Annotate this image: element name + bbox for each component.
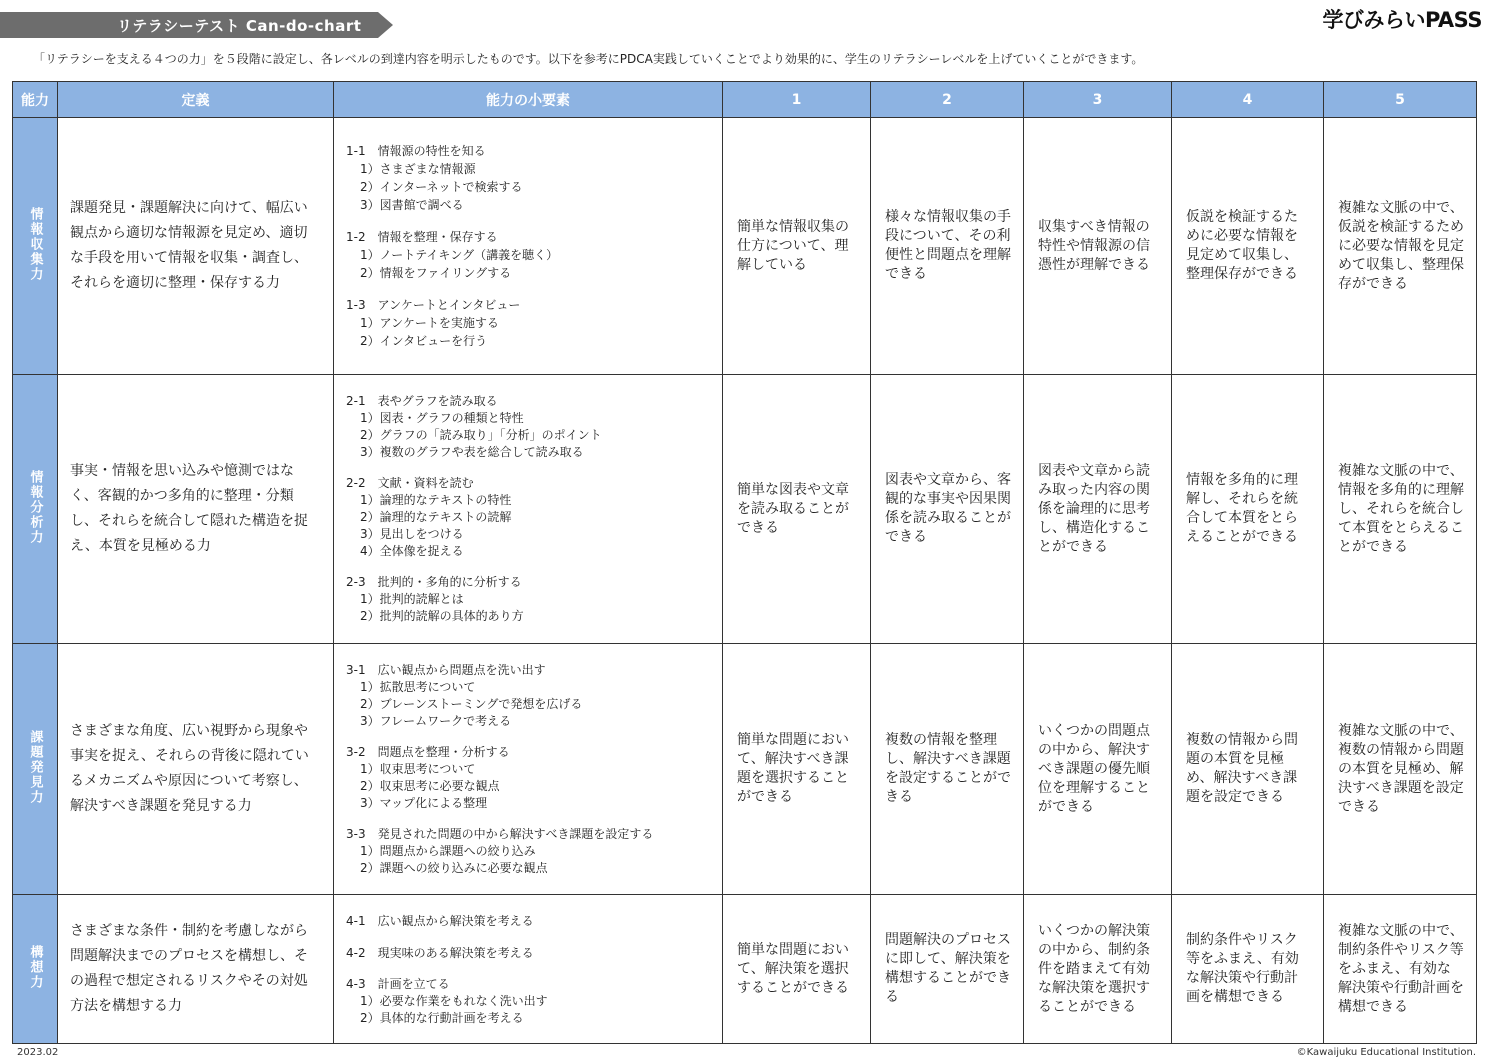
sub-item: 1）問題点から課題への絞り込み <box>360 843 536 858</box>
sub-group <box>346 744 714 812</box>
header-sub-elements: 能力の小要素 <box>334 82 723 118</box>
header-level-4: 4 <box>1172 82 1324 118</box>
table-row <box>13 118 1477 375</box>
table-row <box>13 375 1477 644</box>
level-4-cell: 情報を多角的に理解し、それらを統合して本質をとらえることができる <box>1172 375 1324 644</box>
sub-heading: 4-3 計画を立てる <box>346 976 450 991</box>
definition-cell: 事実・情報を思い込みや憶測ではなく、客観的かつ多角的に整理・分類し、それらを統合して隠れた構造を捉え、本質を見極める力 <box>58 375 334 644</box>
sub-group <box>346 944 714 962</box>
level-1-cell: 簡単な問題において、解決策を選択することができる <box>723 895 871 1044</box>
level-5-cell: 複雑な文脈の中で、制約条件やリスク等をふまえ、有効な解決策や行動計画を構想できる <box>1324 895 1477 1044</box>
sub-item: 2）具体的な行動計画を考える <box>360 1010 524 1025</box>
sub-group <box>346 912 714 930</box>
sub-group <box>346 662 714 730</box>
sub-heading: 2-2 文献・資料を読む <box>346 476 474 490</box>
sub-item: 1）収束思考について <box>360 761 476 776</box>
sub-item: 2）インタビューを行う <box>360 334 488 348</box>
page-title: リテラシーテスト Can-do-chart <box>117 17 362 35</box>
sub-item: 2）ブレーンストーミングで発想を広げる <box>360 696 583 711</box>
sub-heading: 4-1 広い観点から解決策を考える <box>346 913 534 928</box>
level-2-cell: 様々な情報収集の手段について、その利便性と問題点を理解できる <box>871 118 1024 375</box>
sub-item: 3）複数のグラフや表を総合して読み取る <box>360 445 584 459</box>
sub-group <box>346 142 714 214</box>
sub-group <box>346 393 714 461</box>
brand-logo: 学びみらいPASS <box>1322 8 1482 32</box>
level-4-cell: 複数の情報から問題の本質を見極め、解決すべき課題を設定できる <box>1172 644 1324 895</box>
sub-elements-cell <box>334 375 723 644</box>
sub-item: 2）課題への絞り込みに必要な観点 <box>360 860 548 875</box>
level-1-cell: 簡単な情報収集の仕方について、理解している <box>723 118 871 375</box>
sub-heading: 2-3 批判的・多角的に分析する <box>346 575 522 589</box>
definition-cell: さまざまな条件・制約を考慮しながら問題解決までのプロセスを構想し、その過程で想定されるリスクやその対処方法を構想する力 <box>58 895 334 1044</box>
sub-item: 2）情報をファイリングする <box>360 266 512 280</box>
sub-item: 1）アンケートを実施する <box>360 316 499 330</box>
sub-heading: 4-2 現実味のある解決策を考える <box>346 945 534 960</box>
ability-label: 情報収集力 <box>13 118 58 375</box>
sub-item: 3）図書館で調べる <box>360 198 464 212</box>
sub-elements-cell <box>334 895 723 1044</box>
header-definition: 定義 <box>58 82 334 118</box>
sub-item: 1）拡散思考について <box>360 679 476 694</box>
sub-item: 2）グラフの「読み取り」「分析」のポイント <box>360 428 602 442</box>
sub-item: 1）さまざまな情報源 <box>360 162 476 176</box>
sub-heading: 3-2 問題点を整理・分析する <box>346 744 510 759</box>
sub-item: 4）全体像を捉える <box>360 544 464 558</box>
level-5-cell: 複雑な文脈の中で、仮説を検証するために必要な情報を見定めて収集し、整理保存ができる <box>1324 118 1477 375</box>
sub-item: 2）批判的読解の具体的あり方 <box>360 609 524 623</box>
sub-item: 1）論理的なテキストの特性 <box>360 493 512 507</box>
header-ability: 能力 <box>13 82 58 118</box>
intro-text: 「リテラシーを支える４つの力」を５段階に設定し、各レベルの到達内容を明示したものです。以下を参考にPDCA実践していくことでより効果的に、学生のリテラシーレベルを上げていくことができます。 <box>33 52 1144 66</box>
sub-elements-cell <box>334 644 723 895</box>
sub-group <box>346 976 714 1027</box>
sub-item: 2）インターネットで検索する <box>360 180 523 194</box>
table-row <box>13 644 1477 895</box>
sub-heading: 1-1 情報源の特性を知る <box>346 144 486 158</box>
sub-item: 1）批判的読解とは <box>360 592 464 606</box>
header-level-2: 2 <box>871 82 1024 118</box>
level-2-cell: 図表や文章から、客観的な事実や因果関係を読み取ることができる <box>871 375 1024 644</box>
level-3-cell: 収集すべき情報の特性や情報源の信憑性が理解できる <box>1024 118 1172 375</box>
level-3-cell: 図表や文章から読み取った内容の関係を論理的に思考し、構造化することができる <box>1024 375 1172 644</box>
sub-item: 1）図表・グラフの種類と特性 <box>360 411 524 425</box>
sub-group <box>346 475 714 560</box>
sub-heading: 1-2 情報を整理・保存する <box>346 230 498 244</box>
level-5-cell: 複雑な文脈の中で、情報を多角的に理解し、それらを統合して本質をとらえることができる <box>1324 375 1477 644</box>
sub-heading: 3-3 発見された問題の中から解決すべき課題を設定する <box>346 826 654 841</box>
sub-item: 1）必要な作業をもれなく洗い出す <box>360 993 548 1008</box>
level-4-cell: 仮説を検証するために必要な情報を見定めて収集し、整理保存ができる <box>1172 118 1324 375</box>
level-3-cell: いくつかの解決策の中から、制約条件を踏まえて有効な解決策を選択することができる <box>1024 895 1172 1044</box>
level-1-cell: 簡単な問題において、解決すべき課題を選択することができる <box>723 644 871 895</box>
level-2-cell: 複数の情報を整理し、解決すべき課題を設定することができる <box>871 644 1024 895</box>
header-row <box>13 82 1477 118</box>
sub-heading: 1-3 アンケートとインタビュー <box>346 298 521 312</box>
ability-label: 課題発見力 <box>13 644 58 895</box>
sub-group <box>346 574 714 625</box>
sub-group <box>346 826 714 877</box>
sub-item: 3）フレームワークで考える <box>360 713 512 728</box>
ability-label: 情報分析力 <box>13 375 58 644</box>
sub-heading: 2-1 表やグラフを読み取る <box>346 394 498 408</box>
ability-label: 構想力 <box>13 895 58 1044</box>
sub-heading: 3-1 広い観点から問題点を洗い出す <box>346 662 546 677</box>
header-level-5: 5 <box>1324 82 1477 118</box>
level-5-cell: 複雑な文脈の中で、複数の情報から問題の本質を見極め、解決すべき課題を設定できる <box>1324 644 1477 895</box>
sub-group <box>346 296 714 350</box>
sub-item: 1）ノートテイキング（講義を聴く） <box>360 248 559 262</box>
level-4-cell: 制約条件やリスク等をふまえ、有効な解決策や行動計画を構想できる <box>1172 895 1324 1044</box>
header-level-1: 1 <box>723 82 871 118</box>
sub-item: 2）収束思考に必要な観点 <box>360 778 500 793</box>
sub-item: 3）見出しをつける <box>360 527 464 541</box>
footer-date: 2023.02 <box>17 1047 59 1058</box>
table-row <box>13 895 1477 1044</box>
can-do-chart-table <box>12 81 1477 1044</box>
level-1-cell: 簡単な図表や文章を読み取ることができる <box>723 375 871 644</box>
sub-item: 3）マップ化による整理 <box>360 795 488 810</box>
footer-copyright: ©Kawaijuku Educational Institution. <box>1296 1047 1476 1058</box>
sub-item: 2）論理的なテキストの読解 <box>360 510 512 524</box>
sub-group <box>346 228 714 282</box>
sub-elements-cell <box>334 118 723 375</box>
level-3-cell: いくつかの問題点の中から、解決すべき課題の優先順位を理解することができる <box>1024 644 1172 895</box>
definition-cell: さまざまな角度、広い視野から現象や事実を捉え、それらの背後に隠れているメカニズムや原因について考察し、解決すべき課題を発見する力 <box>58 644 334 895</box>
definition-cell: 課題発見・課題解決に向けて、幅広い観点から適切な情報源を見定め、適切な手段を用いて情報を収集・調査し、それらを適切に整理・保存する力 <box>58 118 334 375</box>
level-2-cell: 問題解決のプロセスに即して、解決策を構想することができる <box>871 895 1024 1044</box>
header-level-3: 3 <box>1024 82 1172 118</box>
